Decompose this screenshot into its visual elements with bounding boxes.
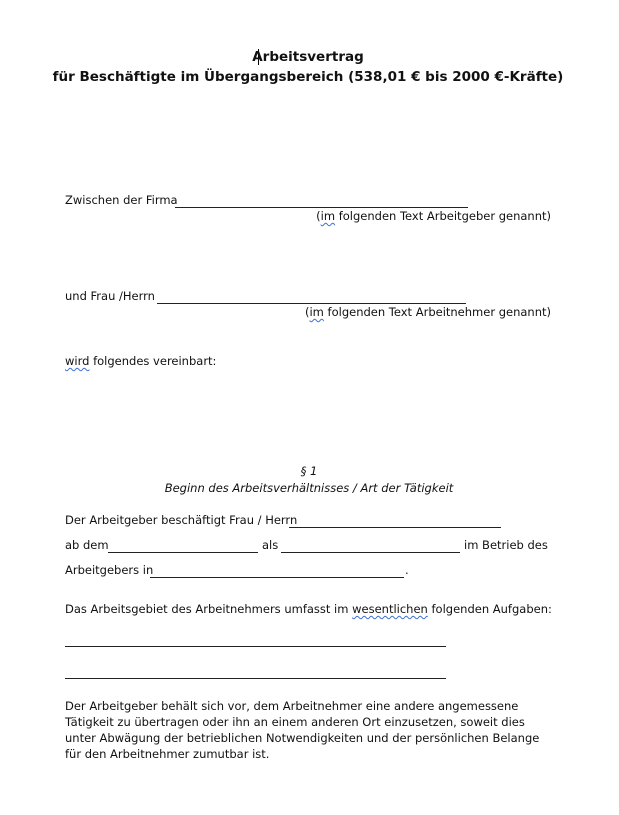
spellcheck-marked-word: im <box>320 209 336 223</box>
spellcheck-marked-word: im <box>309 305 324 319</box>
party2-note: (im folgenden Text Arbeitnehmer genannt) <box>304 305 551 319</box>
as-label: als <box>262 538 279 552</box>
section1-heading: Beginn des Arbeitsverhältnisses / Art der Tätigkeit <box>164 481 454 495</box>
party1-label: Zwischen der Firma <box>65 193 178 207</box>
reservation-paragraph: Der Arbeitgeber behält sich vor, dem Arbeitnehmer eine andere angemessene Tätigkeit zu übertragen oder ihn an einem anderen Ort einzusetzen, soweit dies unter Abwägung der betrieblichen Notwendigkeiten und der persönlichen Belange für den Arbeitnehmer zumutbar ist. <box>65 699 540 761</box>
party2-blank-line[interactable] <box>157 303 466 304</box>
section1-number: § 1 <box>300 464 318 478</box>
location-blank-line[interactable] <box>150 577 404 578</box>
party2-label: und Frau /Herrn <box>65 289 155 303</box>
duties-text: Das Arbeitsgebiet des Arbeitnehmers umfasst im wesentlichen folgenden Aufgaben: <box>65 602 552 616</box>
party1-blank-line[interactable] <box>175 207 468 208</box>
document-subtitle: für Beschäftigte im Übergangsbereich (538,01 € bis 2000 €-Kräfte) <box>52 69 564 85</box>
document-title: Arbeitsvertrag <box>252 49 364 65</box>
spellcheck-marked-word: wesentlichen <box>352 602 428 616</box>
duties-blank-line-1[interactable] <box>65 646 446 647</box>
duties-blank-line-2[interactable] <box>65 678 446 679</box>
start-date-blank-line[interactable] <box>108 552 258 553</box>
employer-in-label: Arbeitgebers in <box>65 563 154 577</box>
from-label: ab dem <box>65 538 109 552</box>
employer-in-end: . <box>405 563 409 577</box>
agreement-text: wird folgendes vereinbart: <box>65 354 217 368</box>
employ-label: Der Arbeitgeber beschäftigt Frau / Herrn <box>65 513 298 527</box>
job-title-blank-line[interactable] <box>281 552 460 553</box>
employee-name-blank-line[interactable] <box>289 527 501 528</box>
spellcheck-marked-word: wird <box>65 354 90 368</box>
party1-note: (im folgenden Text Arbeitgeber genannt) <box>316 209 551 223</box>
in-business-label: im Betrieb des <box>464 538 548 552</box>
